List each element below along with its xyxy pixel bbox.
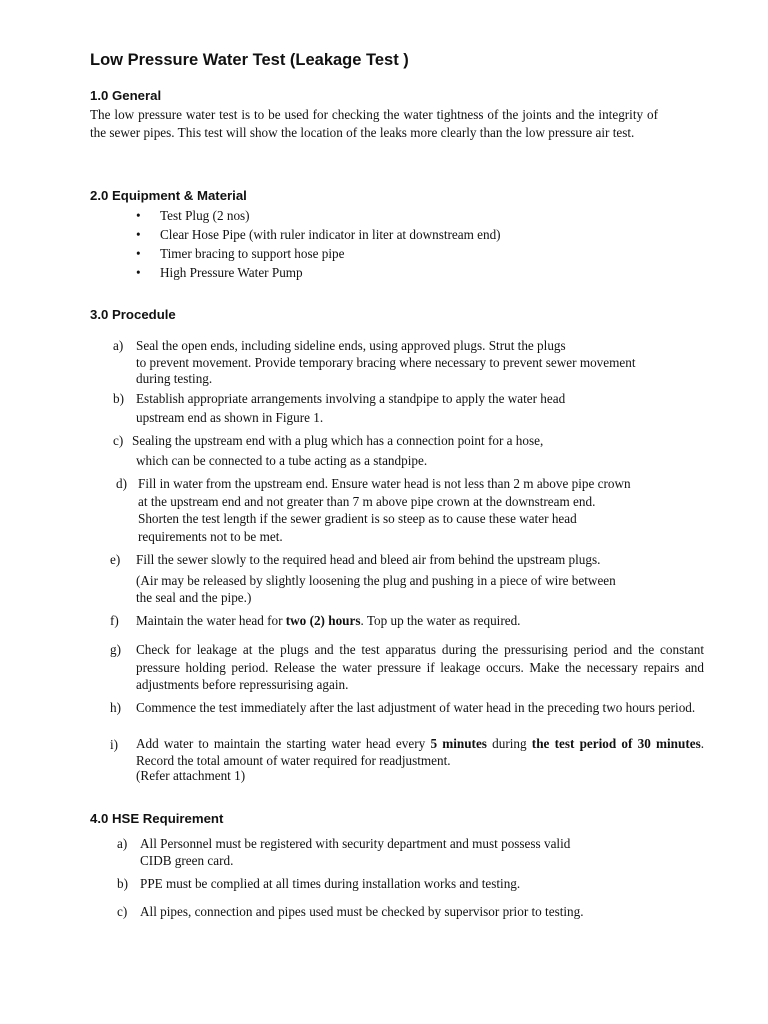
section-heading-hse: 4.0 HSE Requirement	[90, 811, 224, 826]
procedure-c-line1: Sealing the upstream end with a plug which has a connection point for a hose,	[132, 433, 544, 448]
document-title: Low Pressure Water Test (Leakage Test )	[90, 51, 409, 69]
bullet-icon: •	[136, 208, 141, 223]
procedure-e-line2: (Air may be released by slightly loosening the plug and pushing in a piece of wire between	[136, 573, 616, 588]
hse-a-line2: CIDB green card.	[140, 853, 234, 868]
procedure-e-line3: the seal and the pipe.)	[136, 590, 252, 605]
procedure-h-text: Commence the test immediately after the last adjustment of water head in the preceding two hours period.	[136, 700, 696, 715]
item-label-c: c)	[117, 904, 128, 919]
item-label-a: a)	[113, 338, 124, 353]
section-heading-general: 1.0 General	[90, 88, 162, 103]
item-label-a: a)	[117, 836, 128, 851]
procedure-i-note: (Refer attachment 1)	[136, 768, 246, 783]
procedure-d-line2: at the upstream end and not greater than 7 m above pipe crown at the downstream end.	[138, 494, 596, 509]
section-heading-procedure: 3.0 Procedule	[90, 307, 176, 322]
bullet-icon: •	[136, 227, 141, 242]
list-item: • Test Plug (2 nos)	[136, 208, 250, 223]
item-label-e: e)	[110, 552, 121, 567]
section-heading-equipment: 2.0 Equipment & Material	[90, 188, 247, 203]
procedure-f-text: Maintain the water head for two (2) hours. Top up the water as required.	[136, 613, 521, 628]
item-label-b: b)	[113, 391, 124, 406]
list-item: • High Pressure Water Pump	[136, 265, 303, 280]
general-paragraph: The low pressure water test is to be used for checking the water tightness of the joints and the integrity of the sewer pipes. This test will show the location of the leaks more clearly than the low pressure air test.	[90, 107, 658, 140]
item-label-d: d)	[116, 476, 127, 491]
item-label-h: h)	[110, 700, 121, 715]
procedure-a-line1: Seal the open ends, including sideline ends, using approved plugs. Strut the plugs	[136, 338, 566, 353]
bullet-icon: •	[136, 265, 141, 280]
procedure-a-line2: to prevent movement. Provide temporary bracing where necessary to prevent sewer movement	[136, 355, 636, 370]
item-label-c: c)	[113, 433, 124, 448]
procedure-b-line2: upstream end as shown in Figure 1.	[136, 410, 324, 425]
hse-b-line1: PPE must be complied at all times during installation works and testing.	[140, 876, 521, 891]
procedure-d-line3: Shorten the test length if the sewer gradient is so steep as to cause these water head	[138, 511, 577, 526]
procedure-d-line4: requirements not to be met.	[138, 529, 283, 544]
procedure-d-line1: Fill in water from the upstream end. Ensure water head is not less than 2 m above pipe crown	[138, 476, 631, 491]
procedure-g-text: Check for leakage at the plugs and the test apparatus during the pressurising period and the constant pressure holding period. Release the water pressure if leakage occurs. Make the necessary repairs and adjustments before repressurising again.	[136, 642, 704, 692]
procedure-b-line1: Establish appropriate arrangements involving a standpipe to apply the water head	[136, 391, 566, 406]
list-item: • Timer bracing to support hose pipe	[136, 246, 345, 261]
hse-a-line1: All Personnel must be registered with security department and must possess valid	[140, 836, 571, 851]
list-item: • Clear Hose Pipe (with ruler indicator in liter at downstream end)	[136, 227, 501, 242]
procedure-i-text: Add water to maintain the starting water head every 5 minutes during the test period of 30 minutes. Record the total amount of water required for readjustment.	[136, 736, 704, 768]
bullet-icon: •	[136, 246, 141, 261]
item-label-i: i)	[110, 737, 119, 752]
item-label-g: g)	[110, 642, 121, 657]
item-label-f: f)	[110, 613, 119, 628]
procedure-e-line1: Fill the sewer slowly to the required head and bleed air from behind the upstream plugs.	[136, 552, 601, 567]
hse-c-line1: All pipes, connection and pipes used must be checked by supervisor prior to testing.	[140, 904, 584, 919]
procedure-a-line3: during testing.	[136, 371, 213, 386]
procedure-c-line2: which can be connected to a tube acting as a standpipe.	[136, 453, 428, 468]
item-label-b: b)	[117, 876, 128, 891]
